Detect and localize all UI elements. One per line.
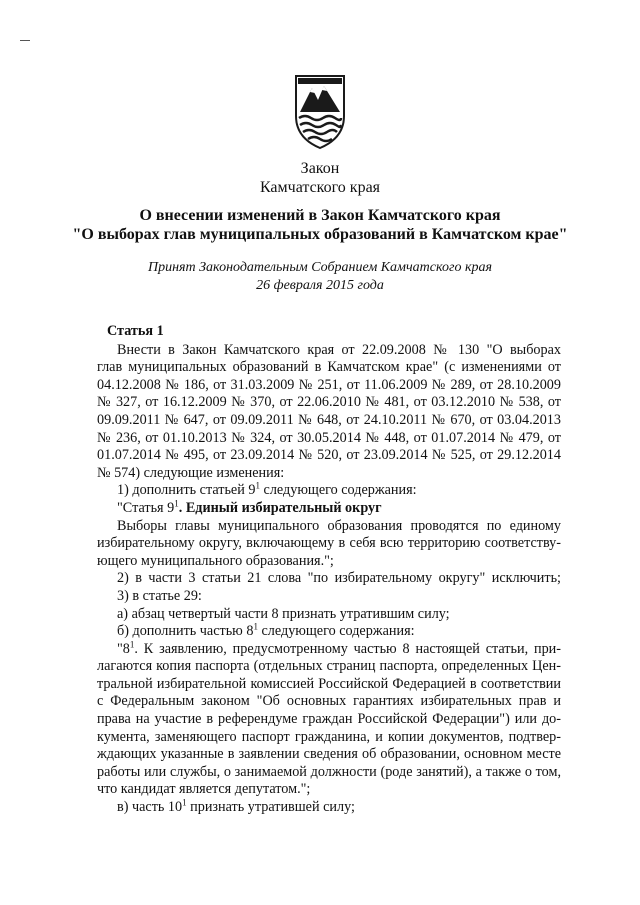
text-line: работы или службы, о занимаемой должности (роде занятий), а также о том, xyxy=(97,763,561,780)
text-line: что кандидат является депутатом."; xyxy=(97,781,311,798)
article-9-1-heading: "Статья $9^1$. Единый избирательный округ xyxy=(117,498,382,516)
text-line: № 574) следующие изменения: xyxy=(97,464,285,481)
amendment-item-1: 1) дополнить статьей $9^1$ следующего содержания: xyxy=(117,480,417,499)
adoption-body: Принят Законодательным Собранием Камчатского края xyxy=(147,260,493,275)
amendment-item-3: 3) в статье 29: xyxy=(117,587,202,604)
law-title: Закон xyxy=(300,160,340,177)
text-line: ющего муниципального образования."; xyxy=(97,552,334,569)
article-heading: Статья 1 xyxy=(107,323,164,339)
law-region: Камчатского края xyxy=(259,179,381,196)
amendment-item-3c: в) часть $10^1$ признать утратившей силу; xyxy=(117,797,355,816)
amendment-item-2: 2) в части 3 статьи 21 слова "по избирательному округу" исключить; xyxy=(117,570,561,587)
text-line: Внести в Закон Камчатского края от 22.09.2008 № 130 "О выборах xyxy=(117,341,561,358)
paragraph-8-1-first-line: "$8^1$. К заявлению, предусмотренному частью 8 настоящей статьи, при- xyxy=(117,638,561,657)
text-line: лагаются копия паспорта (отдельных страниц паспорта, определенных Цен- xyxy=(97,658,561,675)
text-line: с Федеральным законом "Об основных гарантиях избирательных прав и xyxy=(97,693,561,710)
law-body xyxy=(97,323,561,817)
text-line: Выборы главы муниципального образования проводятся по единому xyxy=(117,517,561,534)
text-line: права на участие в референдуме граждан Российской Федерации") или до- xyxy=(97,711,561,728)
text-line: тральной избирательной комиссией Российской Федерацией в соответствии xyxy=(97,675,561,692)
law-subject-line1: О внесении изменений в Закон Камчатского края xyxy=(139,207,501,224)
text-line: № 327, от 16.12.2009 № 370, от 22.06.2010 № 481, от 03.12.2010 № 538, от xyxy=(97,394,561,411)
text-line: 01.07.2014 № 495, от 23.09.2014 № 520, от 23.09.2014 № 525, от 29.12.2014 xyxy=(97,447,561,464)
text-line: ждающих указанные в заявлении сведения об образовании, основном месте xyxy=(97,746,561,763)
text-line: 09.09.2011 № 647, от 09.09.2011 № 648, от 24.10.2011 № 670, от 03.04.2013 xyxy=(97,411,561,428)
amendment-item-3a: а) абзац четвертый части 8 признать утратившим силу; xyxy=(117,605,450,622)
amendment-item-3b: б) дополнить частью $8^1$ следующего содержания: xyxy=(117,621,415,640)
text-line: глав муниципальных образований в Камчатском крае" (с изменениями от xyxy=(97,359,561,376)
text-line: избирательному округу, включающему в себя всю территорию соответству- xyxy=(97,535,561,552)
scan-edge-mark xyxy=(20,40,30,41)
text-line: 04.12.2008 № 186, от 31.03.2009 № 251, от 11.06.2009 № 289, от 28.10.2009 xyxy=(97,376,561,393)
law-subject-line2: "О выборах глав муниципальных образований в Камчатском крае" xyxy=(72,226,568,243)
kamchatka-coat-of-arms-icon xyxy=(290,72,350,152)
text-line: № 236, от 01.10.2013 № 324, от 30.05.2014 № 448, от 01.07.2014 № 479, от xyxy=(97,429,561,446)
adoption-date: 26 февраля 2015 года xyxy=(256,278,384,293)
text-line: кумента, заменяющего паспорт гражданина, и копии документов, подтвер- xyxy=(97,728,561,745)
